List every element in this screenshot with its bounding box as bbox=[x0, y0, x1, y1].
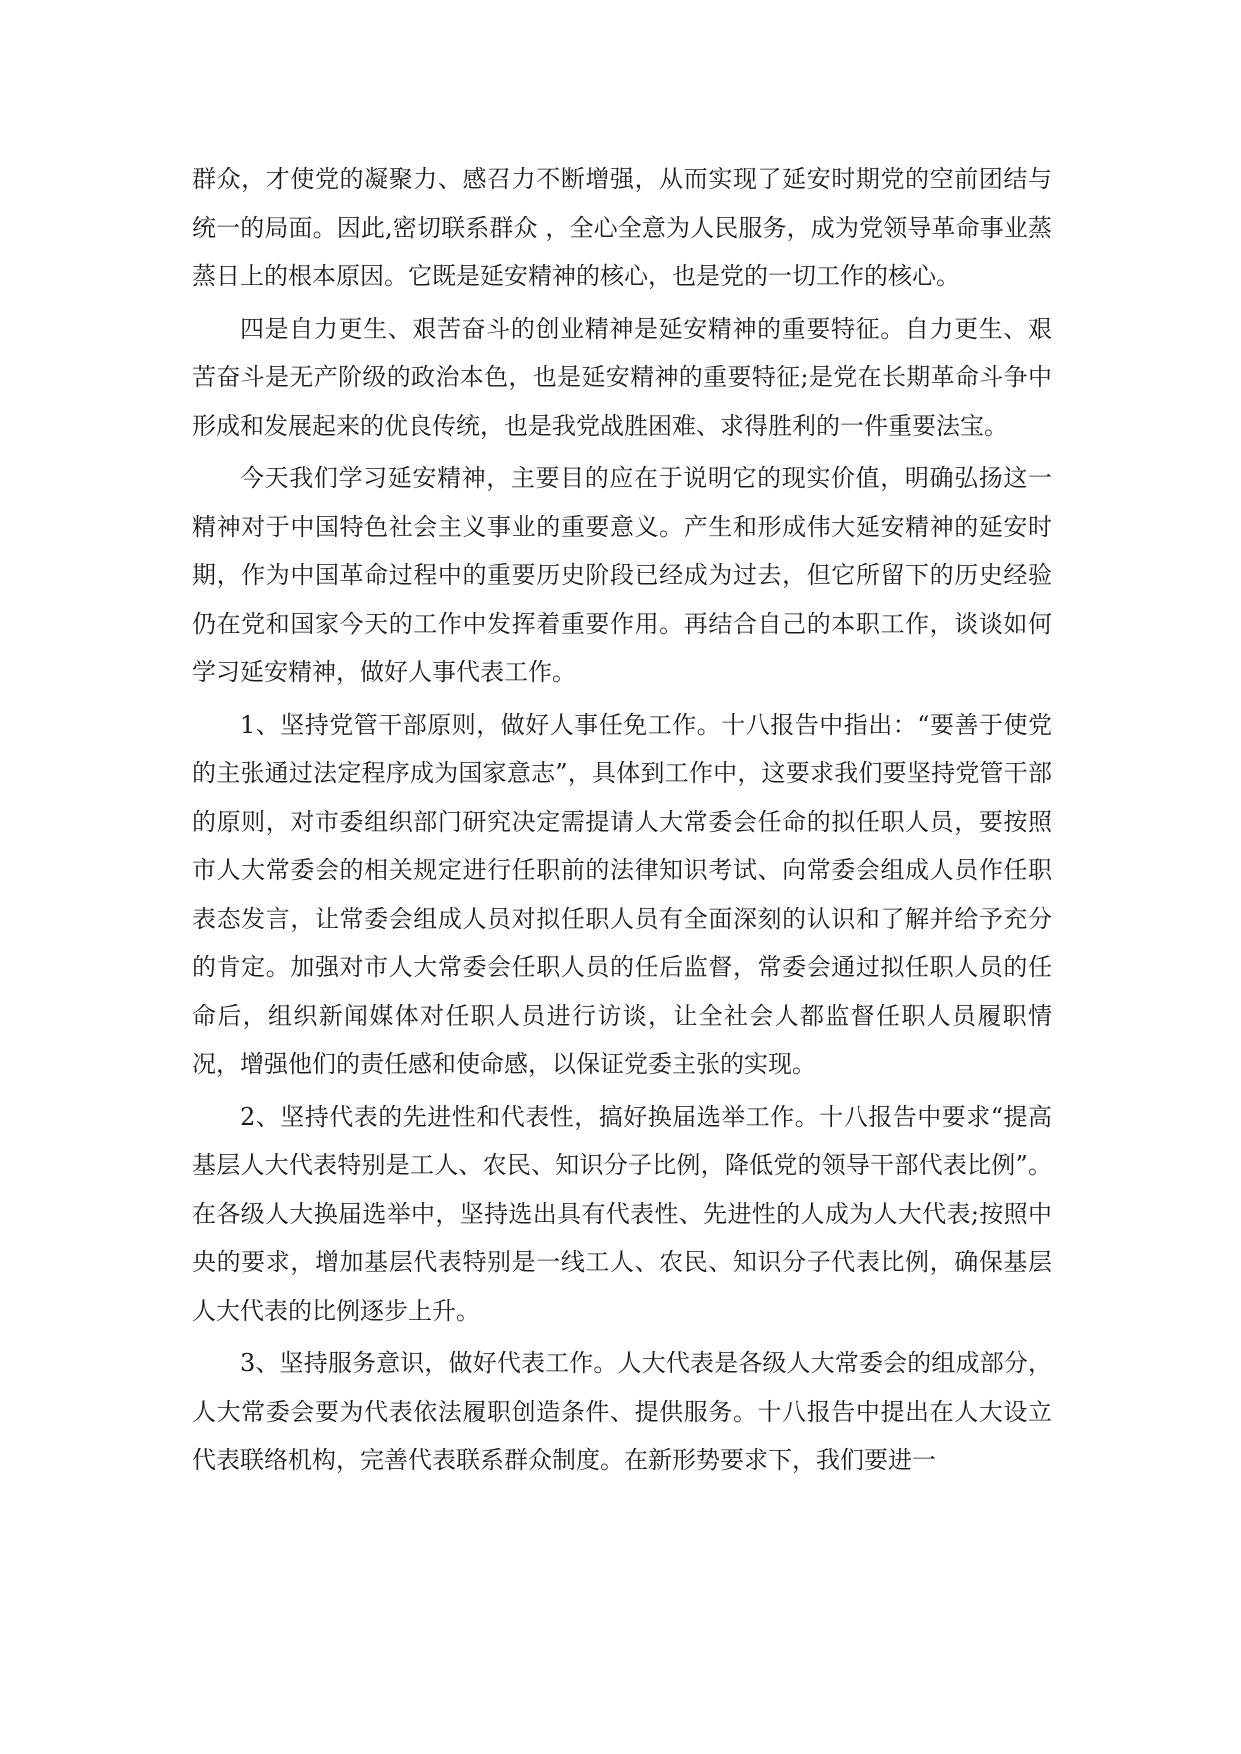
paragraph-study-yanan-spirit: 今天我们学习延安精神，主要目的应在于说明它的现实价值，明确弘扬这一精神对于中国特色社会主义事业的重要意义。产生和形成伟大延安精神的延安时期，作为中国革命过程中的重要历史阶段已经成为过去，但它所留下的历史经验仍在党和国家今天的工作中发挥着重要作用。再结合自己的本职工作，谈谈如何学习延安精神，做好人事代表工作。 bbox=[192, 464, 1052, 686]
document-body bbox=[192, 155, 1052, 1489]
paragraph-point-3: 3、坚持服务意识，做好代表工作。人大代表是各级人大常委会的组成部分，人大常委会要为代表依法履职创造条件、提供服务。十八报告中提出在人大设立代表联络机构，完善代表联系群众制度。在新形势要求下，我们要进一 bbox=[192, 1349, 1052, 1474]
paragraph-continuation: 群众，才使党的凝聚力、感召力不断增强，从而实现了延安时期党的空前团结与统一的局面。因此,密切联系群众 ，全心全意为人民服务，成为党领导革命事业蒸蒸日上的根本原因。它既是延安精神的核心，也是党的一切工作的核心。 bbox=[192, 165, 1052, 290]
paragraph-self-reliance: 四是自力更生、艰苦奋斗的创业精神是延安精神的重要特征。自力更生、艰苦奋斗是无产阶级的政治本色，也是延安精神的重要特征;是党在长期革命斗争中形成和发展起来的优良传统，也是我党战胜困难、求得胜利的一件重要法宝。 bbox=[192, 314, 1052, 440]
paragraph-point-2: 2、坚持代表的先进性和代表性，搞好换届选举工作。十八报告中要求“提高基层人大代表特别是工人、农民、知识分子比例，降低党的领导干部代表比例”。在各级人大换届选举中，坚持选出具有代表性、先进性的人成为人大代表;按照中央的要求，增加基层代表特别是一线工人、农民、知识分子代表比例，确保基层人大代表的比例逐步上升。 bbox=[192, 1102, 1052, 1325]
paragraph-point-1: 1、坚持党管干部原则，做好人事任免工作。十八报告中指出：“要善于使党的主张通过法定程序成为国家意志”，具体到工作中，这要求我们要坚持党管干部的原则，对市委组织部门研究决定需提请人大常委会任命的拟任职人员，要按照市人大常委会的相关规定进行任职前的法律知识考试、向常委会组成人员作任职表态发言，让常委会组成人员对拟任职人员有全面深刻的认识和了解并给予充分的肯定。加强对市人大常委会任职人员的任后监督，常委会通过拟任职人员的任命后，组织新闻媒体对任职人员进行访谈，让全社会人都监督任职人员履职情况，增强他们的责任感和使命感，以保证党委主张的实现。 bbox=[192, 710, 1052, 1078]
